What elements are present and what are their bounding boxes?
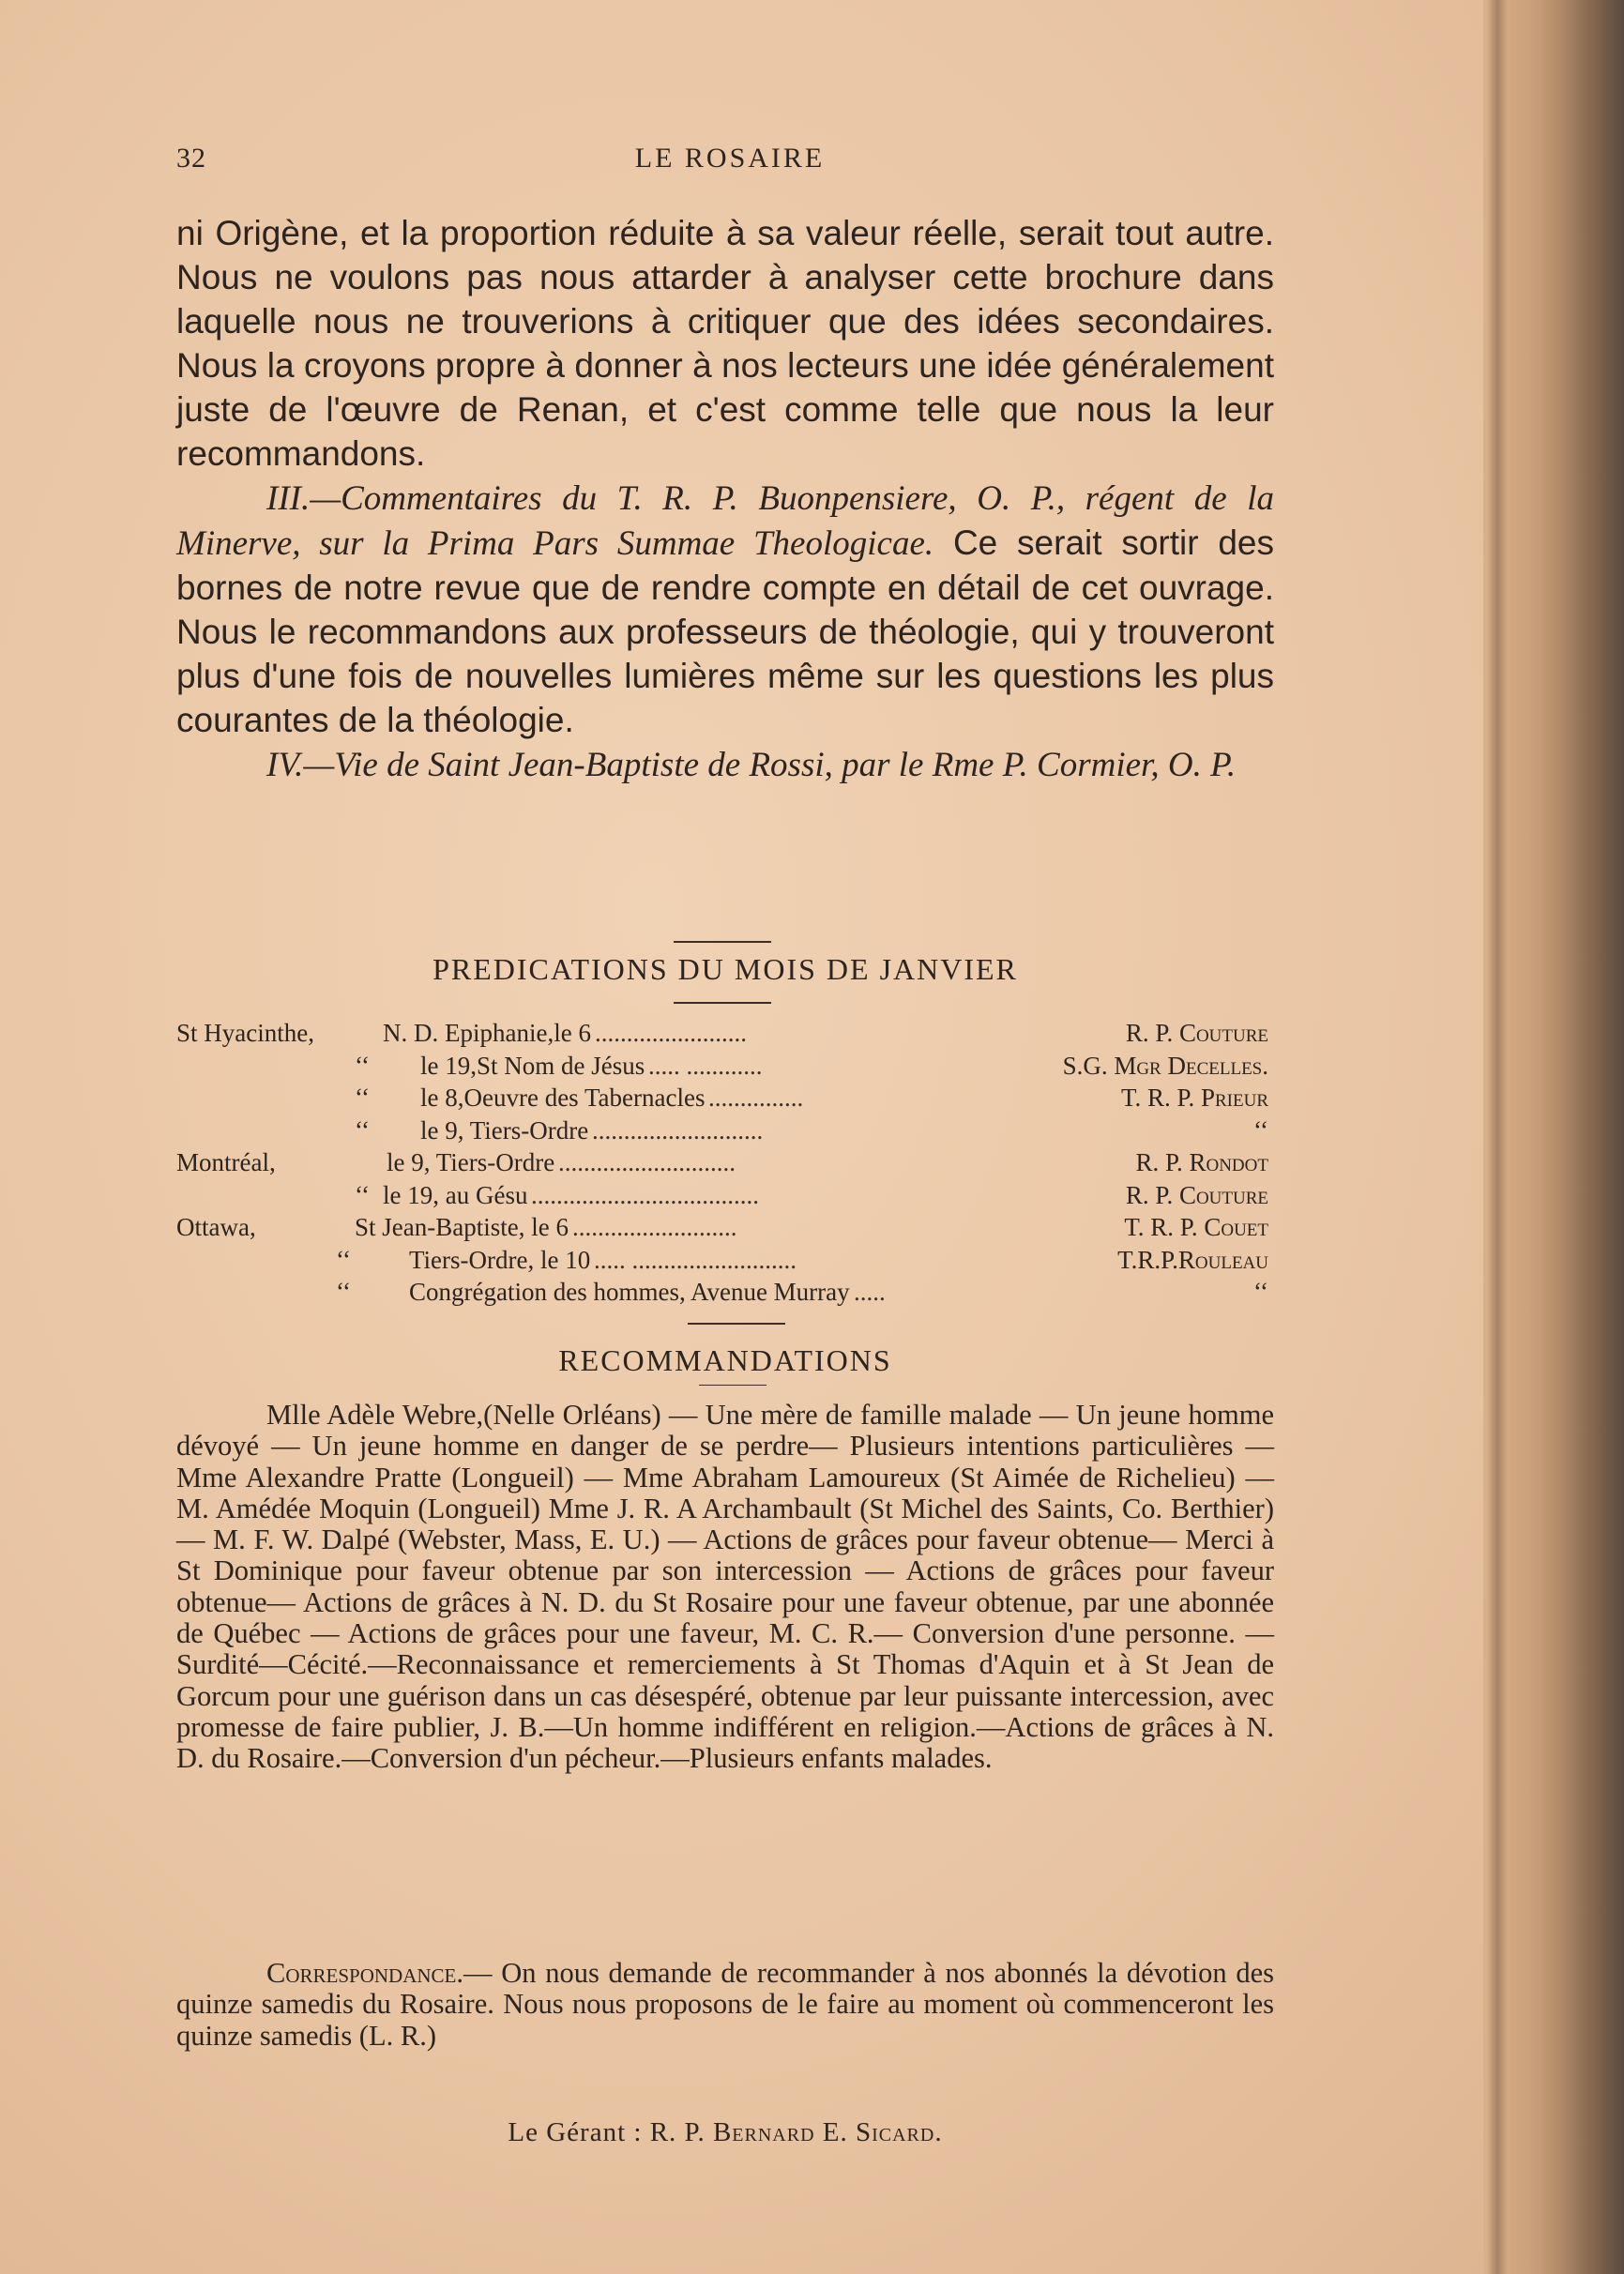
predications-title: PREDICATIONS DU MOIS DE JANVIER — [433, 952, 1018, 986]
review-title-rossi: IV.—Vie de Saint Jean-Baptiste de Rossi, par le Rme P. Cormier, O. P. — [266, 746, 1237, 784]
schedule-preacher: T.R.P.Rouleau — [1117, 1245, 1268, 1274]
schedule-row — [176, 1213, 1274, 1245]
schedule-row — [176, 1019, 1274, 1051]
book-reviews-section — [176, 211, 1274, 787]
review-paragraph-renan: ni Origène, et la proportion réduite à sa valeur réelle, serait tout autre. Nous ne voulons pas nous attarder à analyser cette brochure dans laquelle nous ne trouverions à critiquer que des idées secondaires. Nous la croyons propre à donner à nos lecteurs une idée généralement juste de l'œuvre de Renan, et c'est comme telle que nous la leur recommandons. — [176, 214, 1274, 473]
correspondance-paragraph — [176, 1958, 1274, 2052]
schedule-detail: Tiers-Ordre, le 10 — [409, 1245, 591, 1274]
schedule-detail: le 19,St Nom de Jésus — [420, 1051, 645, 1080]
schedule-row — [176, 1148, 1274, 1180]
schedule-preacher: R. P. Couture — [1125, 1180, 1268, 1209]
divider-rule — [674, 941, 771, 943]
running-head: LE ROSAIRE — [634, 143, 826, 174]
schedule-detail: St Jean-Baptiste, le 6 — [355, 1213, 569, 1241]
schedule-detail: le 8,Oeuvre des Tabernacles — [420, 1084, 706, 1112]
review-title-buonpensiere: III.—Commentaires du T. R. P. Buonpensiere, O. P., régent de la Minerve, sur la Prima Pars Summae Theologicae. — [176, 479, 1274, 563]
schedule-dots: ..... ............ — [648, 1051, 763, 1080]
schedule-detail: N. D. Epiphanie,le 6 — [383, 1019, 591, 1047]
schedule-row — [176, 1084, 1274, 1115]
schedule-place: Ottawa, — [176, 1213, 256, 1241]
review-paragraph-rossi — [176, 742, 1274, 787]
recommandations-text: Mlle Adèle Webre,(Nelle Orléans) — Une mère de famille malade — Un jeune homme dévoyé — Un jeune homme en danger de se perdre— Plusieurs intentions particulières — Mme Alexandre Pratte (Longueil) — Mme Abraham Lamoureux (St Aimée de Richelieu) — M. Amédée Moquin (Longueil) Mme J. R. A Archambault (St Michel des Saints, Co. Berthier) — M. F. W. Dalpé (Webster, Mass, E. U.) — Actions de grâces pour faveur obtenue— Merci à St Dominique pour faveur obtenue par son intercession — Actions de grâces pour faveur obtenue— Actions de grâces à N. D. du St Rosaire pour une faveur obtenue, par une abonnée de Québec — Actions de grâces pour une faveur, M. C. R.— Conversion d'une personne. — Surdité—Cécité.—Reconnaissance et remerciements à St Thomas d'Aquin et à St Jean de Gorcum pour une guérison dans un cas désespéré, obtenue par leur puissante intercession, avec promesse de faire publier, J. B.—Un homme indifférent en religion.—Actions de grâces à N. D. du Rosaire.—Conversion d'un pécheur.—Plusieurs enfants malades. — [176, 1399, 1274, 1775]
schedule-row — [176, 1052, 1274, 1084]
schedule-place: ‘‘ — [355, 1180, 370, 1209]
schedule-dots: ............................ — [558, 1148, 736, 1176]
schedule-detail: le 9, Tiers-Ordre — [387, 1148, 555, 1176]
schedule-preacher: ‘‘ — [1253, 1278, 1268, 1306]
schedule-dots: ............... — [708, 1084, 804, 1112]
schedule-place: ‘‘ — [336, 1245, 351, 1274]
schedule-place: ‘‘ — [336, 1278, 351, 1306]
schedule-preacher: ‘‘ — [1253, 1115, 1268, 1145]
divider-rule — [699, 1385, 766, 1386]
correspondance-label: Correspondance. — [266, 1957, 463, 1989]
schedule-place: ‘‘ — [355, 1084, 370, 1112]
footer-name: R. P. Bernard E. Sicard. — [649, 2117, 943, 2147]
schedule-dots: .................................... — [531, 1180, 759, 1209]
page-fold-shadow — [1487, 0, 1508, 2274]
review-paragraph-buonpensiere — [176, 476, 1274, 742]
schedule-detail: le 19, au Gésu — [383, 1180, 528, 1209]
schedule-preacher: S.G. Mgr Decelles. — [1062, 1051, 1268, 1080]
divider-rule — [674, 1002, 771, 1004]
schedule-place: Montréal, — [176, 1148, 276, 1176]
schedule-dots: .......................... — [572, 1213, 737, 1241]
schedule-preacher: T. R. P. Couet — [1124, 1213, 1268, 1241]
schedule-dots: ........................... — [592, 1115, 764, 1145]
correspondance-text: — On nous demande de recommander à nos abonnés la dévotion des quinze samedis du Rosaire. Nous nous proposons de le faire au moment où commenceront les quinze samedis (L. R.) — [176, 1957, 1274, 2052]
review-text-buonpensiere: Ce serait sortir des bornes de notre revue que de rendre compte en détail de cet ouvrage. Nous le recommandons aux professeurs de théologie, qui y trouveront plus d'une fois de nouvelles lumières même sur les questions les plus courantes de la théologie. — [176, 523, 1274, 739]
page-footer — [176, 2117, 1274, 2148]
schedule-dots: ........................ — [595, 1019, 747, 1047]
schedule-dots: ..... — [854, 1278, 886, 1306]
footer-label: Le Gérant : — [508, 2117, 643, 2147]
schedule-detail: Congrégation des hommes, Avenue Murray — [409, 1278, 850, 1306]
schedule-preacher: T. R. P. Prieur — [1120, 1084, 1268, 1112]
schedule-place: ‘‘ — [355, 1115, 370, 1145]
schedule-preacher: R. P. Rondot — [1135, 1148, 1268, 1176]
schedule-row — [176, 1278, 1274, 1310]
schedule-dots: ..... .......................... — [594, 1245, 797, 1274]
schedule-place: ‘‘ — [355, 1051, 370, 1080]
schedule-detail: le 9, Tiers-Ordre — [420, 1115, 589, 1145]
recommandations-title: RECOMMANDATIONS — [558, 1343, 892, 1377]
schedule-row — [176, 1181, 1274, 1213]
page-header — [176, 143, 1283, 190]
schedule-row — [176, 1246, 1274, 1278]
schedule-row — [176, 1116, 1274, 1148]
schedule-preacher: R. P. Couture — [1125, 1019, 1268, 1047]
schedule-place: St Hyacinthe, — [176, 1019, 314, 1047]
divider-rule — [688, 1323, 785, 1325]
page-number: 32 — [176, 143, 206, 174]
